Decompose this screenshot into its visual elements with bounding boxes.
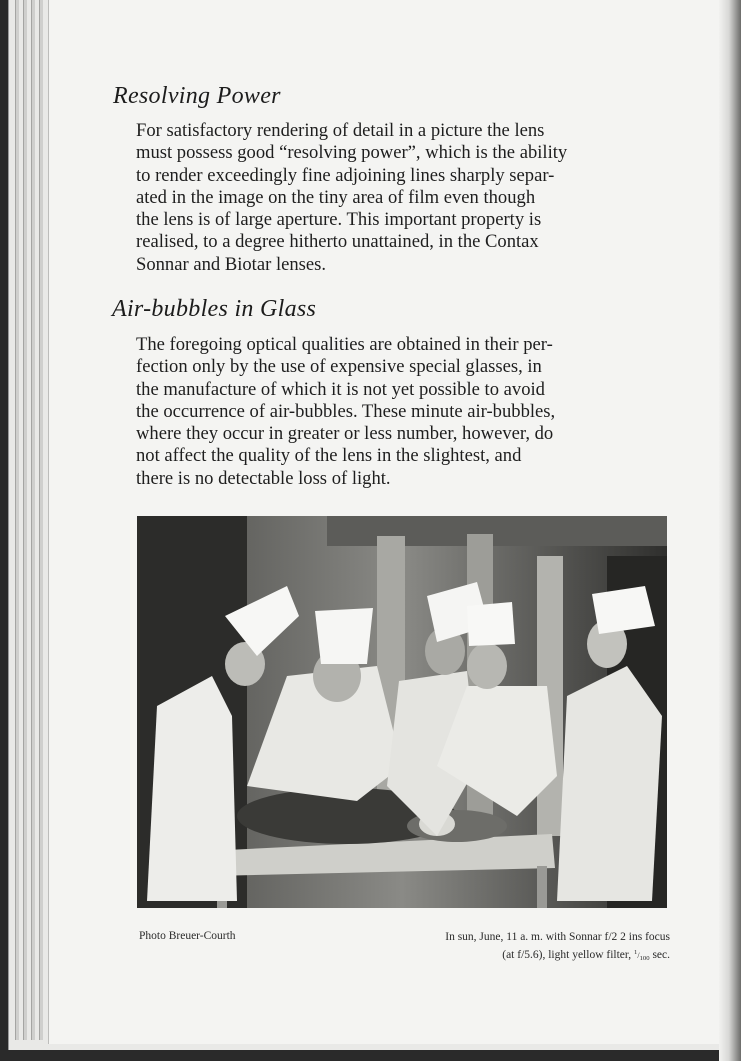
page-edge [39, 0, 43, 1040]
air-bubbles-paragraph [136, 334, 670, 490]
section-heading-air-bubbles: Air-bubbles in Glass [112, 296, 317, 322]
text-line: the occurrence of air-bubbles. These minute air-bubbles, [136, 400, 556, 422]
caption-line-2-start: (at f/5.6), light yellow filter, [502, 949, 632, 961]
caption-line-2 [330, 945, 670, 966]
text-line: there is no detectable loss of light. [136, 467, 391, 489]
text-line: The foregoing optical qualities are obtained in their per- [136, 334, 553, 355]
photo-credit: Photo Breuer-Courth [139, 930, 236, 942]
text-line: the manufacture of which it is not yet possible to avoid [136, 378, 545, 400]
photo-illustration [137, 516, 667, 908]
text-line: must possess good “resolving power”, which is the ability [136, 142, 568, 164]
text-line: not affect the quality of the lens in the slightest, and [136, 445, 522, 467]
section-heading-resolving-power: Resolving Power [113, 83, 281, 109]
shutter-speed-fraction: $^1/_{100}$ [634, 949, 650, 962]
photo-chefs-at-table [137, 516, 667, 908]
resolving-power-paragraph [136, 120, 670, 276]
text-line: to render exceedingly fine adjoining lines sharply separ- [136, 164, 555, 186]
caption-line-2-end: sec. [652, 949, 670, 961]
caption-line-1: In sun, June, 11 a. m. with Sonnar f/2 2 ins focus [445, 931, 670, 943]
text-line: where they occur in greater or less number, however, do [136, 423, 554, 445]
text-line: Sonnar and Biotar lenses. [136, 253, 327, 275]
page-edge [15, 0, 19, 1040]
photo-caption [330, 930, 670, 966]
text-line: realised, to a degree hitherto unattained, in the Contax [136, 231, 539, 253]
page-edge [23, 0, 27, 1040]
text-line: fection only by the use of expensive special glasses, in [136, 356, 542, 378]
text-line: the lens is of large aperture. This important property is [136, 209, 542, 231]
book-spine-shadow [719, 0, 741, 1061]
text-line: ated in the image on the tiny area of film even though [136, 186, 536, 208]
page-edge [31, 0, 35, 1040]
text-line: For satisfactory rendering of detail in a picture the lens [136, 120, 545, 141]
